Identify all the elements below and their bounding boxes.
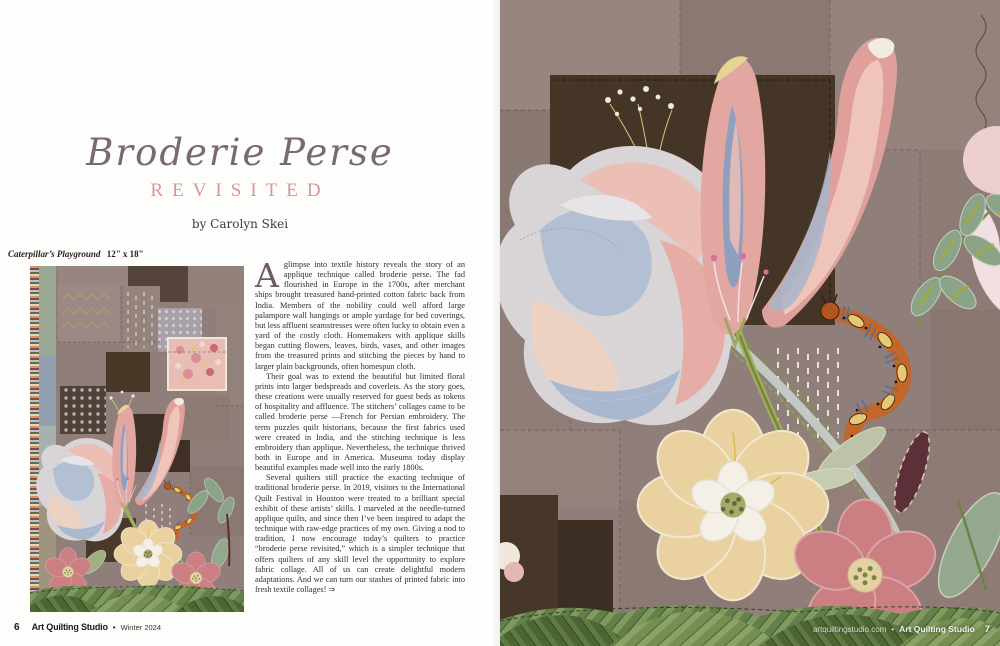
article-subtitle: REVISITED: [150, 180, 330, 201]
end-mark-icon: ⇒: [328, 585, 336, 594]
byline: by Carolyn Skei: [191, 217, 289, 231]
cream-flower-applique: [638, 410, 828, 600]
quilt-photo-thumbnail: [30, 266, 244, 612]
magazine-name: Art Quilting Studio: [899, 624, 975, 634]
page-number: 7: [984, 624, 990, 635]
artwork-caption: [8, 249, 144, 259]
article-title: Broderie Perse: [86, 131, 394, 174]
article-title-block: [10, 132, 470, 231]
quilt-photo-closeup: [500, 0, 1000, 646]
green-border: [30, 585, 244, 612]
right-page: [500, 0, 1000, 646]
paragraph: Their goal was to extend the beautiful but limited floral prints into larger bedspreads and coverlets. As the story goes, these creations were usually reserved for guest beds as tokens of hospitality and affluence. The stitchers’ collages came to be called broderie perse —French for Persian embroidery. The term puzzles quilt historians, because the first fabrics used were created in India, and the stitching technique is less embroidery than applique. Nevertheless, the technique thrived both in Europe and in America. Museums today display beautiful examples made well into the early 1800s.: [255, 371, 465, 473]
artwork-dimensions: 12" x 18": [106, 249, 144, 259]
separator-dot: •: [891, 625, 895, 634]
cream-flower-applique: [114, 520, 182, 588]
drop-cap: A: [255, 256, 279, 295]
artwork-title: Caterpillar’s Playground: [8, 249, 101, 259]
paragraph: [255, 256, 465, 372]
magazine-name: Art Quilting Studio: [31, 622, 108, 632]
paragraph-text: Several quilters still practice the exacting technique of traditional broderie perse. In 2019, visitors to the International Quilt Festival in Houston were treated to a brilliant special exhibit of these artists’ skills. I marveled at the needle-turned applique quilts, and since then I’ve been inspired to adapt the technique with raw-edge practices of my own. Giving a nod to tradition, I now encourage today’s quilters to practice “broderie perse revisited,” which is a simpler technique that offers quilters of any skill level the opportunity to explore fabric collage. All of us can create delightful modern adaptations. And we can turn our stashes of printed fabric into fresh textile collages!: [255, 473, 465, 594]
separator-dot: •: [112, 623, 116, 632]
page-gutter: [492, 0, 500, 646]
paragraph: [255, 473, 465, 595]
issue-label: Winter 2024: [120, 623, 161, 632]
website-url: artquiltingstudio.com: [812, 625, 887, 634]
paragraph-text: glimpse into textile history reveals the story of an applique technique called broderie perse. The fad flourished in Europe in the 1700s, after merchant ships brought treasured hand-printed cotton fabric back from India. Members of the nobility could well afford large palampore wall hangings or ample yardage for bed coverings, but less affluent seamstresses were often lucky to obtain even a yard of the costly cloth. Homemakers with applique skills began cutting flowers, leaves, birds, vases, and other images from the treasured prints and stitching the pieces by hand to larger plain backgrounds, often homespun cloth.: [255, 260, 465, 371]
article-body: [255, 256, 465, 595]
left-folio: [14, 622, 161, 633]
right-folio: [813, 624, 990, 635]
quilt-artwork-full-view: [30, 266, 244, 612]
page-number: 6: [14, 622, 20, 633]
